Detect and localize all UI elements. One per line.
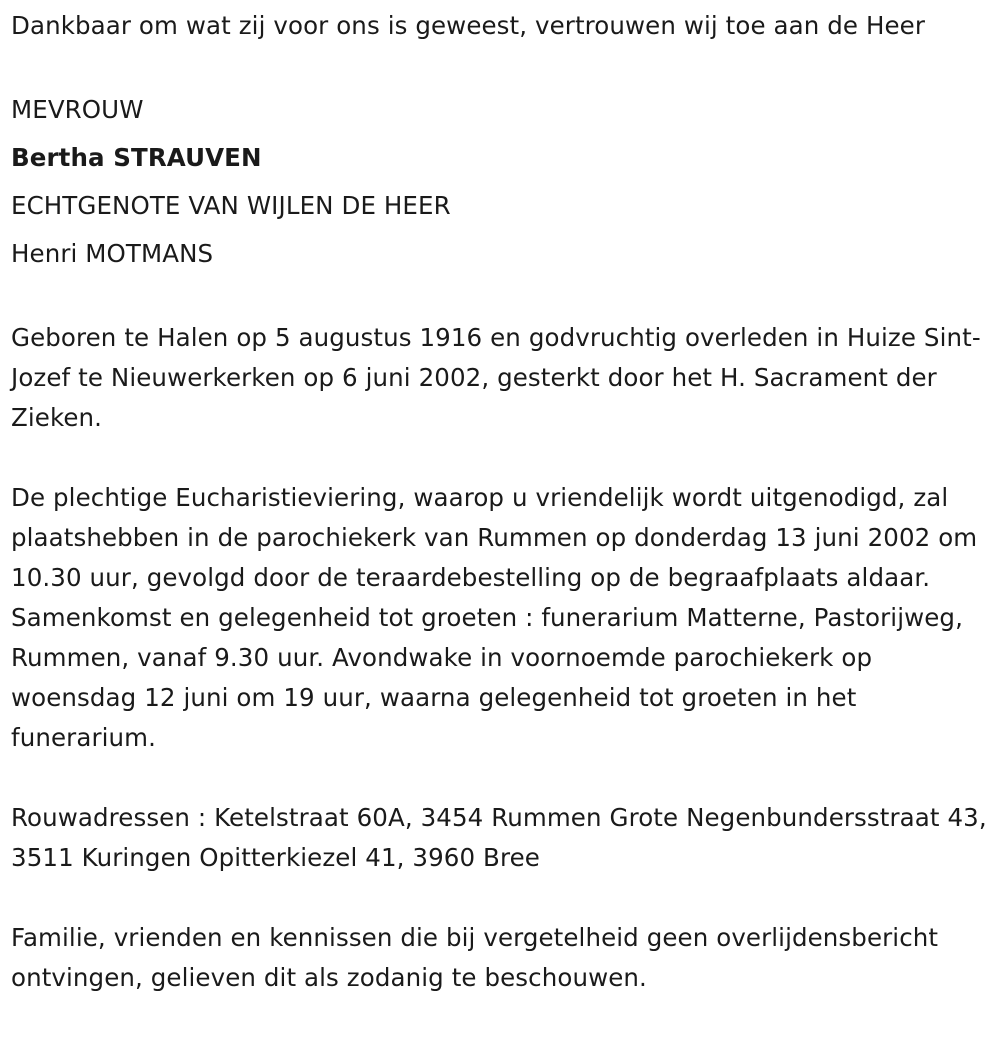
spacer	[11, 878, 989, 918]
spacer	[11, 278, 989, 318]
spacer	[11, 46, 989, 86]
spouse-name: Henri MOTMANS	[11, 239, 214, 268]
birth-death-text: Geboren te Halen op 5 augustus 1916 en godvruchtig overleden in Huize Sint-Jozef te Nieuwerkerken op 6 juni 2002, gesterkt door het H. Sacrament der Zieken.	[11, 323, 981, 432]
spacer	[11, 438, 989, 478]
spacer	[11, 758, 989, 798]
addresses-text: Rouwadressen : Ketelstraat 60A, 3454 Rummen Grote Negenbundersstraat 43, 3511 Kuringen Opitterkiezel 41, 3960 Bree	[11, 803, 987, 872]
spouse-title: ECHTGENOTE VAN WIJLEN DE HEER	[11, 191, 451, 220]
salutation: MEVROUW	[11, 95, 144, 124]
deceased-name: Bertha STRAUVEN	[11, 143, 262, 172]
ceremony-text: De plechtige Eucharistieviering, waarop u vriendelijk wordt uitgenodigd, zal plaatshebben in de parochiekerk van Rummen op donderdag 13 juni 2002 om 10.30 uur, gevolgd door de teraardebestelling op de begraafplaats aldaar. Samenkomst en gelegenheid tot groeten : funerarium Matterne, Pastorijweg, Rummen, vanaf 9.30 uur. Avondwake in voornoemde parochiekerk op woensdag 12 juni om 19 uur, waarna gelegenheid tot groeten in het funerarium.	[11, 483, 978, 752]
intro-text: Dankbaar om wat zij voor ons is geweest, vertrouwen wij toe aan de Heer	[11, 11, 926, 40]
closing-text: Familie, vrienden en kennissen die bij vergetelheid geen overlijdensbericht ontvingen, gelieven dit als zodanig te beschouwen.	[11, 923, 939, 992]
